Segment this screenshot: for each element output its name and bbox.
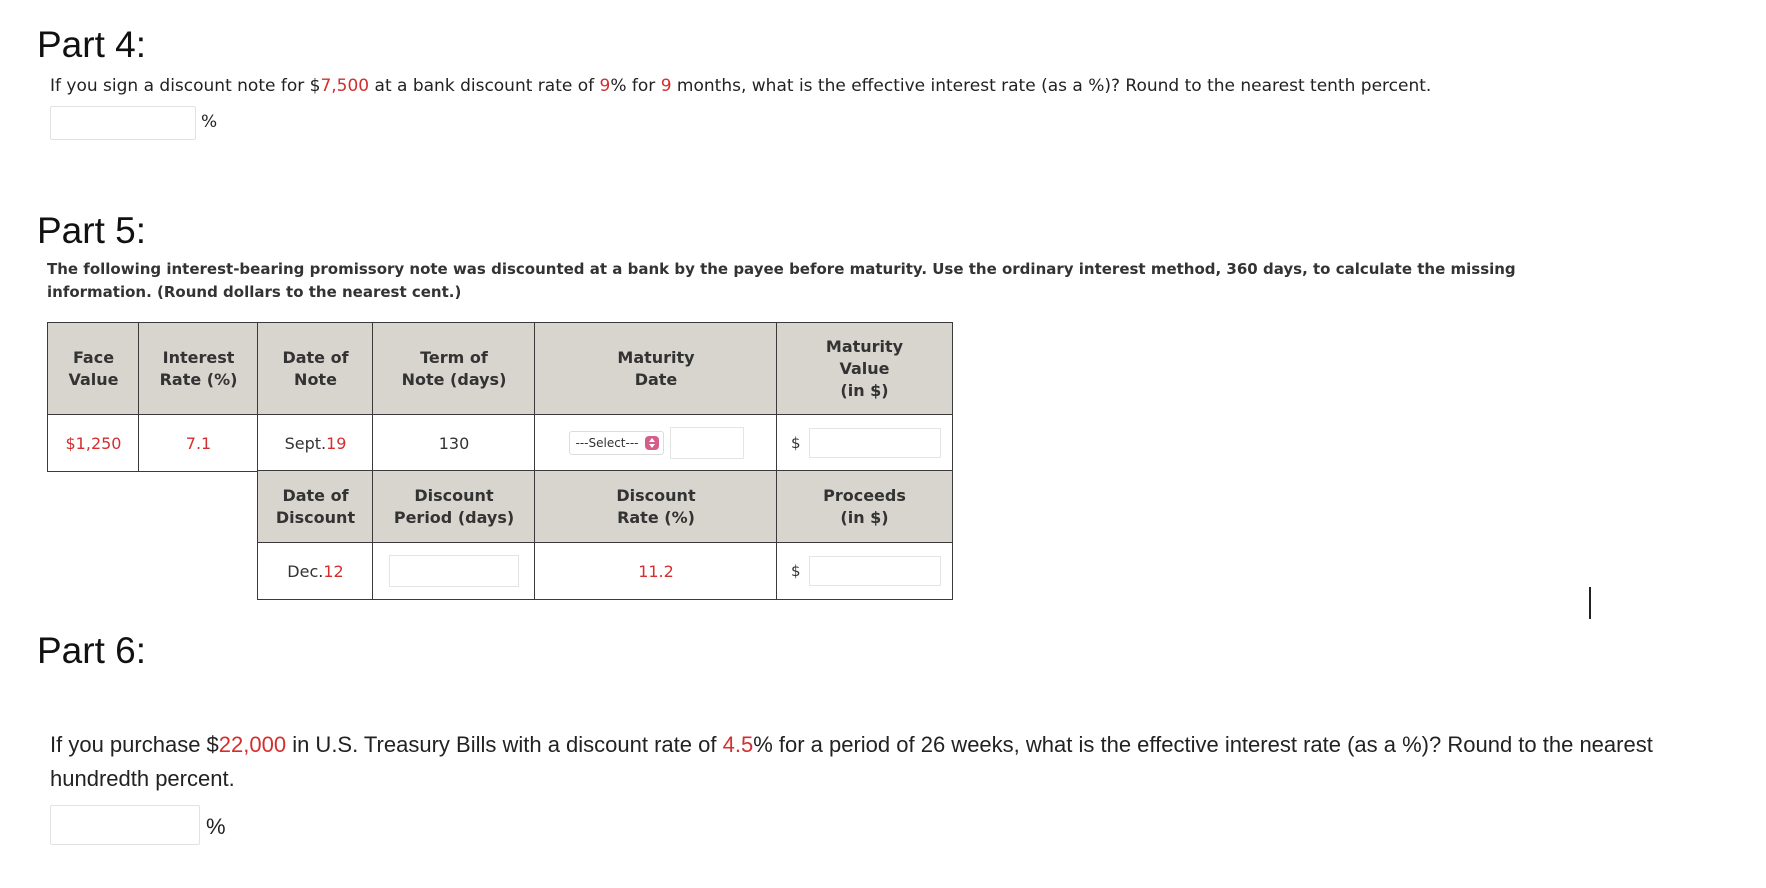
- header-date-of-discount: Date of Discount: [257, 470, 374, 544]
- part6-answer-input[interactable]: [50, 805, 200, 845]
- text-cursor: [1589, 587, 1591, 619]
- header-discount-rate: Discount Rate (%): [534, 470, 778, 544]
- part4-rate: 9: [599, 76, 611, 96]
- select-caret-icon: [645, 436, 659, 450]
- header-interest-rate: Interest Rate (%): [138, 322, 259, 416]
- part6-heading: Part 6:: [37, 630, 146, 671]
- header-maturity-value: Maturity Value (in $): [776, 322, 953, 416]
- part6-rate: 4.5: [722, 732, 754, 757]
- proceeds-cell: $: [776, 542, 953, 600]
- header-face-value: Face Value: [47, 322, 140, 416]
- part6-percent-unit: %: [206, 814, 226, 839]
- part6-question-line1: If you purchase $22,000 in U.S. Treasury Bills with a discount rate of 4.5% for a period of 26 weeks, what is the effective interest rate (as a %)? Round to the nearest: [50, 732, 1653, 757]
- part4-answer-input[interactable]: [50, 106, 196, 140]
- part5-instructions-line2: information. (Round dollars to the nearest cent.): [47, 283, 462, 301]
- date-of-discount-cell: Dec. 12: [257, 542, 374, 600]
- part5-instructions-line1: The following interest-bearing promissory note was discounted at a bank by the payee before maturity. Use the ordinary interest method, 360 days, to calculate the missing: [47, 260, 1516, 278]
- term-of-note-cell: 130: [372, 414, 536, 472]
- part4-face-value: 7,500: [320, 76, 370, 96]
- part4-question: If you sign a discount note for $7,500 at a bank discount rate of 9% for 9 months, what is the effective interest rate (as a %)? Round to the nearest tenth percent.: [50, 76, 1432, 96]
- interest-rate-cell: 7.1: [138, 414, 259, 472]
- maturity-value-input[interactable]: [809, 428, 941, 458]
- part4-heading: Part 4:: [37, 24, 146, 65]
- discount-period-cell: [372, 542, 536, 600]
- part4-percent-unit: %: [201, 112, 218, 132]
- date-of-note-cell: Sept. 19: [257, 414, 374, 472]
- discount-period-input[interactable]: [389, 555, 519, 587]
- part5-heading: Part 5:: [37, 210, 146, 251]
- header-maturity-date: Maturity Date: [534, 322, 778, 416]
- discount-rate-cell: 11.2: [534, 542, 778, 600]
- header-discount-period: Discount Period (days): [372, 470, 536, 544]
- proceeds-input[interactable]: [809, 556, 941, 586]
- header-date-of-note: Date of Note: [257, 322, 374, 416]
- header-proceeds: Proceeds (in $): [776, 470, 953, 544]
- header-term-of-note: Term of Note (days): [372, 322, 536, 416]
- maturity-month-select[interactable]: ---Select---: [569, 431, 664, 455]
- part6-amount: 22,000: [218, 732, 287, 757]
- maturity-day-input[interactable]: [670, 427, 744, 459]
- face-value-cell: $1,250: [47, 414, 140, 472]
- part6-question-line2: hundredth percent.: [50, 766, 235, 791]
- maturity-value-cell: $: [776, 414, 953, 472]
- maturity-date-cell: [534, 414, 778, 472]
- part4-months: 9: [660, 76, 672, 96]
